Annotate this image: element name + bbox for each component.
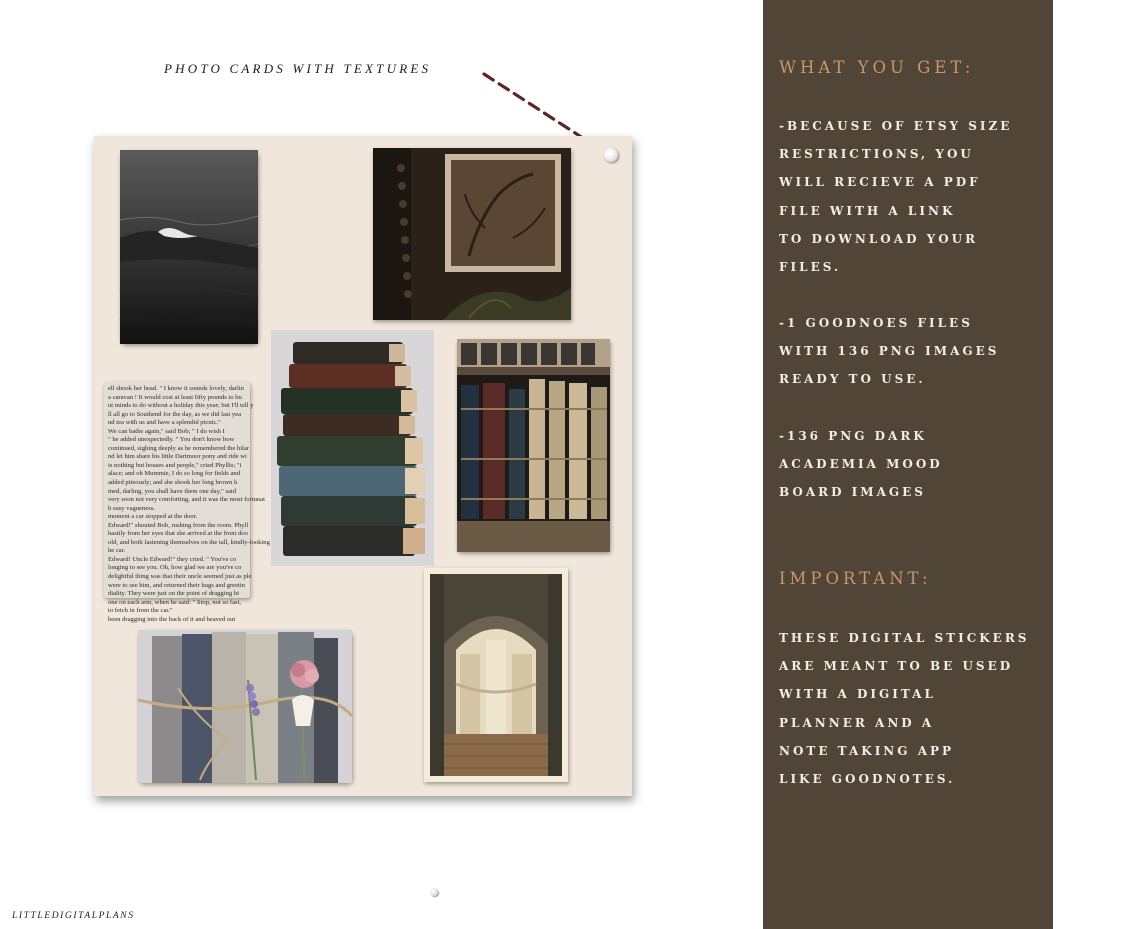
book-page-line: added piteously; and she shook her long brown h: [108, 479, 238, 487]
book-page-line: alace; and oh Mummie, I do so long for fields and: [108, 470, 241, 478]
panel-text-line: BOARD IMAGES: [779, 485, 926, 500]
download-info-block: [779, 112, 1012, 281]
book-page-line: delightful thing was that their uncle seemed just as ple: [108, 573, 252, 581]
what-you-get-heading: WHAT YOU GET:: [779, 58, 975, 77]
panel-text-line: READY TO USE.: [779, 372, 926, 387]
tied-books-with-flowers-photo: [138, 630, 352, 783]
mood-board-preview: [94, 136, 632, 796]
panel-text-line: TO DOWNLOAD YOUR: [779, 231, 979, 246]
panel-text-line: WITH 136 PNG IMAGES: [779, 344, 1000, 359]
book-page-line: very soon not very comforting, and it was the most fortunat: [108, 496, 265, 504]
book-page-line: " he added unexpectedly. " You don't know how: [108, 436, 235, 444]
vintage-book-page-photo: [104, 382, 270, 623]
panel-text-line: -BECAUSE OF ETSY SIZE: [779, 119, 1013, 133]
small-pin-icon: [430, 888, 438, 896]
usage-note-block: [779, 624, 1029, 793]
panel-text-line: LIKE GOODNOTES.: [779, 772, 956, 787]
goodnotes-file-block: [779, 309, 999, 394]
photo-cards-callout: PHOTO CARDS WITH TEXTURES: [164, 61, 432, 76]
panel-text-line: NOTE TAKING APP: [779, 743, 955, 758]
book-page-line: nd tea with us and have a splendid picnic.": [108, 419, 221, 427]
framed-botanical-art-photo: [373, 148, 571, 320]
book-page-line: ined, darling, you shall have them one day," said: [108, 487, 237, 495]
png-images-block: [779, 422, 943, 507]
book-page-line: were to see him, and returned their hugs and greetin: [108, 581, 245, 589]
book-page-line: h easy vagueness.: [108, 504, 156, 512]
panel-text-line: FILES.: [779, 260, 842, 275]
book-page-line: one on each arm, when he said: " Stop, not so fast,: [108, 598, 242, 606]
book-page-line: longing to see you. Oh, how glad we are you've co: [108, 564, 242, 572]
book-page-line: he car.: [108, 547, 126, 555]
info-panel: [763, 0, 1053, 929]
push-pin-icon: [604, 148, 618, 162]
book-page-line: diality. They were just on the point of dragging hi: [108, 590, 239, 598]
book-page-line: old, and both fastening themselves on the tall, kindly-looking: [108, 538, 270, 546]
important-heading: IMPORTANT:: [779, 569, 932, 588]
brand-watermark: LITTLEDIGITALPLANS: [12, 911, 135, 921]
arched-window-room-photo: [424, 568, 568, 782]
book-page-line: Edward!" shouted Bob, rushing from the room. Phyll: [108, 521, 249, 529]
book-page-line: We can bathe again," said Bob; " I do wish I: [108, 427, 225, 435]
book-page-line: ut minds to do without a holiday this year; but I'll tell y: [108, 402, 254, 410]
antique-bookshelf-photo: [457, 339, 610, 552]
panel-text-line: PLANNER AND A: [779, 715, 935, 730]
book-page-line: ell shook her head. " I know it sounds lovely, darlin: [108, 385, 244, 392]
panel-text-line: ARE MEANT TO BE USED: [779, 659, 1014, 674]
panel-text-line: ACADEMIA MOOD: [779, 457, 943, 472]
panel-text-line: WILL RECIEVE A PDF: [779, 175, 981, 190]
panel-text-line: WITH A DIGITAL: [779, 687, 936, 702]
stacked-books-photo: [271, 330, 434, 566]
panel-text-line: -1 GOODNOES FILES: [779, 316, 973, 330]
panel-text-line: RESTRICTIONS, YOU: [779, 147, 974, 162]
book-page-line: been dragging into the back of it and heaved out: [108, 615, 236, 623]
book-page-line: hastily from her eyes that she arrived at the front doo: [108, 530, 248, 538]
panel-text-line: FILE WITH A LINK: [779, 203, 956, 218]
book-page-line: moment a car stopped at the door.: [108, 513, 198, 521]
ocean-wave-photo: [120, 150, 258, 344]
book-page-line: nd let him share his little Dartmoor pony and ride wi: [108, 453, 247, 461]
book-page-line: a caravan ! It would cost at least fifty pounds to bu: [108, 393, 242, 401]
book-page-line: Edward! Uncle Edward!" they cried. " You've co: [108, 555, 237, 563]
book-page-line: to fetch in from the car.": [108, 607, 173, 615]
book-page-line: is nothing but houses and people," cried Phyllis; "i: [108, 461, 242, 469]
panel-text-line: THESE DIGITAL STICKERS: [779, 631, 1030, 645]
book-page-line: continued, sighing deeply as he remembered the hilar: [108, 444, 249, 452]
book-page-line: ll all go to Southend for the day, as we did last yea: [108, 410, 242, 418]
panel-text-line: -136 PNG DARK: [779, 429, 927, 443]
